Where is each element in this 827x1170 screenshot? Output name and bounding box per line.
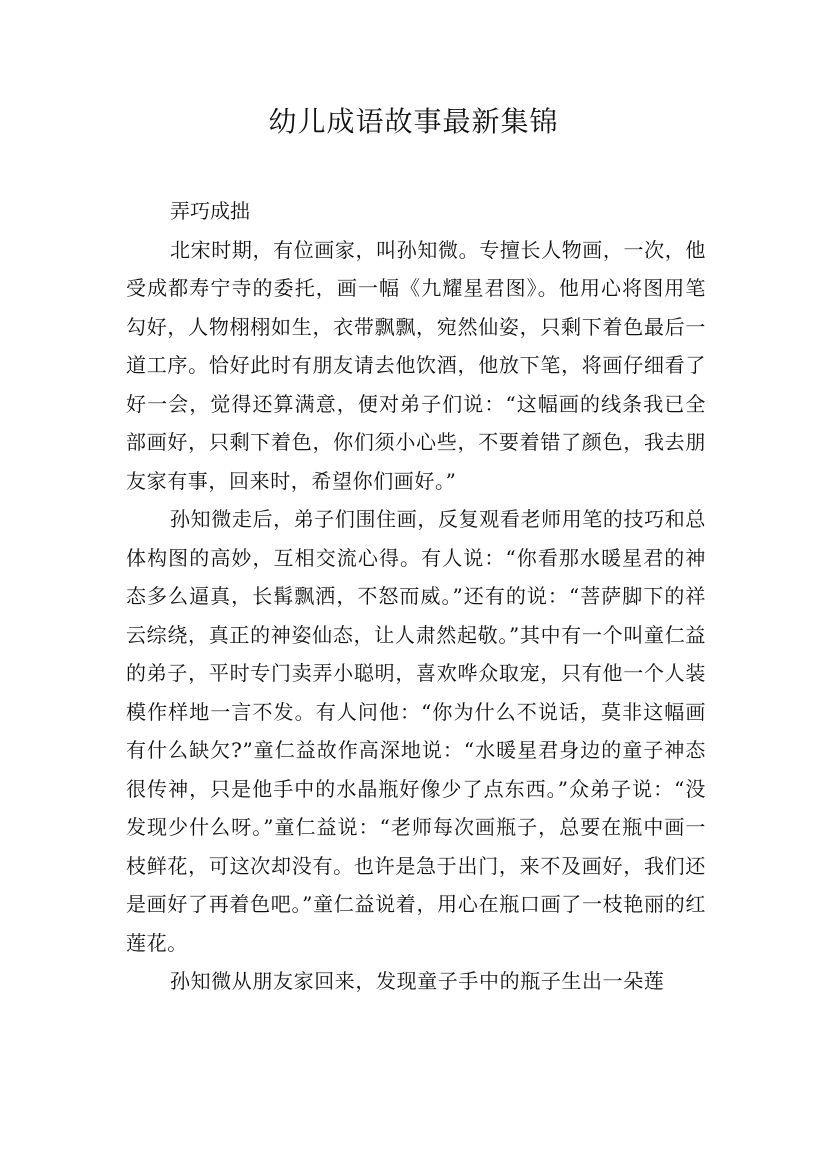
document-body [126,192,706,1001]
document-title: 幼儿成语故事最新集锦 [268,105,559,138]
paragraph-1: 北宋时期，有位画家，叫孙知微。专擅长人物画，一次，他受成都寿宁寺的委托，画一幅《九耀星君图》。他用心将图用笔勾好，人物栩栩如生，衣带飘飘，宛然仙姿，只剩下着色最后一道工序。恰好此时有朋友请去他饮酒，他放下笔，将画仔细看了好一会，觉得还算满意，便对弟子们说：“这幅画的线条我已全部画好，只剩下着色，你们须小心些，不要着错了颜色，我去朋友家有事，回来时，希望你们画好。” [126,237,706,493]
story-title: 弄巧成拙 [170,199,250,223]
paragraph-3: 孙知微从朋友家回来，发现童子手中的瓶子生出一朵莲 [170,969,665,993]
paragraph-2: 孙知微走后，弟子们围住画，反复观看老师用笔的技巧和总体构图的高妙，互相交流心得。有人说：“你看那水暖星君的神态多么逼真，长髯飘洒，不怒而威。”还有的说：“菩萨脚下的祥云综绕，真正的神姿仙态，让人肃然起敬。”其中有一个叫童仁益的弟子，平时专门卖弄小聪明，喜欢哗众取宠，只有他一个人装模作样地一言不发。有人问他：“你为什么不说话，莫非这幅画有什么缺欠?”童仁益故作高深地说：“水暖星君身边的童子神态很传神，只是他手中的水晶瓶好像少了点东西。”众弟子说：“没发现少什么呀。”童仁益说：“老师每次画瓶子，总要在瓶中画一枝鲜花，可这次却没有。也许是急于出门，来不及画好，我们还是画好了再着色吧。”童仁益说着，用心在瓶口画了一枝艳丽的红莲花。 [126,507,706,955]
